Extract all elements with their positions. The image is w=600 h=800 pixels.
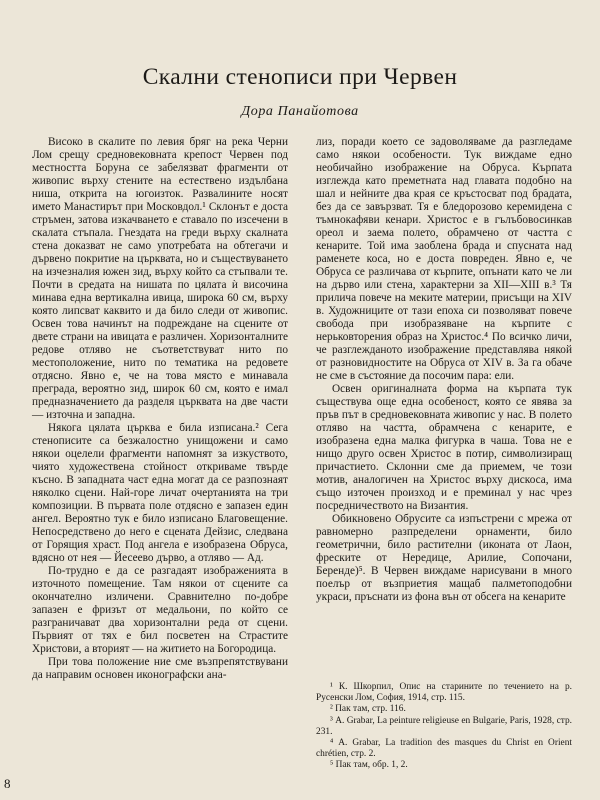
left-text-column: [32, 136, 288, 682]
paragraph: Някога цялата църква е била изписана.² Сега стенописите са безжалостно унищожени и само някои оцелели фрагменти напомнят за изкуството, чиято художествена стойност откриваме твърде късно. В западната част една могат да се разпознаят няколко сцени. Най-горе личат очертанията на три композиции. В първата поле отдясно е запазен един ангел. Вероятно тук е било изписано Благовещение. Непосредствено до него е сцената Дейзис, следвана от Горящия храст. Под ангела е изобразена Обруса, вдясно от нея — Йесеево дърво, а отляво — Ад.: [32, 422, 288, 564]
footnote: ¹ К. Шкорпил, Опис на старините по течението на р. Русенски Лом, София, 1914, стр. 115.: [316, 682, 572, 704]
paragraph: Обикновено Обрусите са изпъстрени с мрежа от равномерно разпределени орнаменти, било геометрични, било растителни (иконата от Лаон, фреските от Нередице, Арилие, Сопочани, Беренде)⁵. В Червен виждаме нарисувани в много поелър от възприетия мащаб палметоподобни украси, пръснати из фона вън от обсега на кенарите: [316, 513, 572, 603]
footnote: ² Пак там, стр. 116.: [330, 704, 406, 715]
article-title: Скални стенописи при Червен: [142, 64, 458, 90]
footnotes: [316, 682, 572, 772]
footnote: ⁵ Пак там, обр. 1, 2.: [330, 760, 408, 771]
paragraph: лиз, поради което се задоволяваме да разгледаме само някои особености. Тук виждаме едно необичайно изображение на Обруса. Кърпата изглежда като преметната над главата подобно на шал и нейните два края се кръстосват под брадата, без да се завързват. Тя е бледорозово керемидена с тъмнокафяви кенари. Христос е в гълъбовосинкав ореол и заема полето, обрамчено от частта с кенарите. Той има заоблена брада и спусната над раменете коса, но е доста повреден. Явно е, че Обруса се различава от кърпите, опънати като че ли на дърво или стена, характерни за XII—XIII в.³ Тя прилича повече на меките материи, присъщи на XIV в. Художниците от тази епоха си позволяват повече свобода при изобразяване на кърпите с нерьковторения образ на Христос.⁴ По всичко личи, че разглежданото изображение представлява някой от разновидностите на Обруса от XIV в. За га обаче не сме в състояние да посочим пара: ели.: [316, 136, 572, 382]
page-number: 8: [4, 776, 11, 791]
paragraph: По-трудно е да се разгадаят изображенията в източното помещение. Там някои от сцените са окончателно изличени. Сравнително по-добре запазен е фризът от медальони, по който се разграничават два хоризонтални реда от сцени. Първият от тях е бил посветен на Страстите Христови, а вторият — на житието на Богородица.: [32, 565, 288, 655]
footnote: ⁴ А. Grabar, La tradition des masques du Christ en Orient chrétien, стр. 2.: [316, 738, 572, 760]
footnote: ³ А. Grabar, La peinture religieuse en Bulgarie, Paris, 1928, стр. 231.: [316, 715, 572, 737]
paragraph: При това положение ние сме възпрепятствувани да направим основен иконографски ана-: [32, 656, 288, 681]
article-author: Дора Панайотова: [241, 104, 359, 119]
right-text-column: [316, 136, 572, 604]
paragraph: Освен оригиналната форма на кърпата тук съществува още една особеност, която се явява за пръв път в средновековната живопис у нас. В полето отляво на частта, обрамчена с кенарите, е изобразена една малка фигурка в чаша. Това не е нищо друго освен Христос в потир, символизиращ причастието. Склонни сме да приемем, че този мотив, аналогичен на Христос върху дискоса, има също източен произход и е преминал у нас чрез посредничеството на Византия.: [316, 383, 572, 512]
paragraph: Високо в скалите по левия бряг на река Черни Лом срещу средновековната крепост Червен под местността Боруна се забелязват фрагменти от живопис върху стените на естествено издълбана ниша, открита на югоизток. Развалините носят името Манастирът при Московдол.¹ Склонът е доста стръмен, затова изкачването е ставало по изсечени в скалата стъпала. Гнездата на греди върху скалната стена доказват не само употребата на обтегачи и дървено покритие на църквата, но и съществуването на изчезналия южен зид, върху който са стъпвали те. Почти в средата на нишата по цялата ѝ височина минава една вертикална ивица, широка 60 см, върху която липсват каквито и да било следи от живопис. Освен това начинът на подреждане на сцените от двете страни на ивицата е различен. Хоризонталните редове отляво не съответствуват нито по местоположение, нито по тематика на редовете отдясно. Явно е, че на това място е минавала преграда, вероятно зид, широк 60 см, която е имал предназначението да разделя църквата на две части — източна и западна.: [32, 136, 288, 421]
